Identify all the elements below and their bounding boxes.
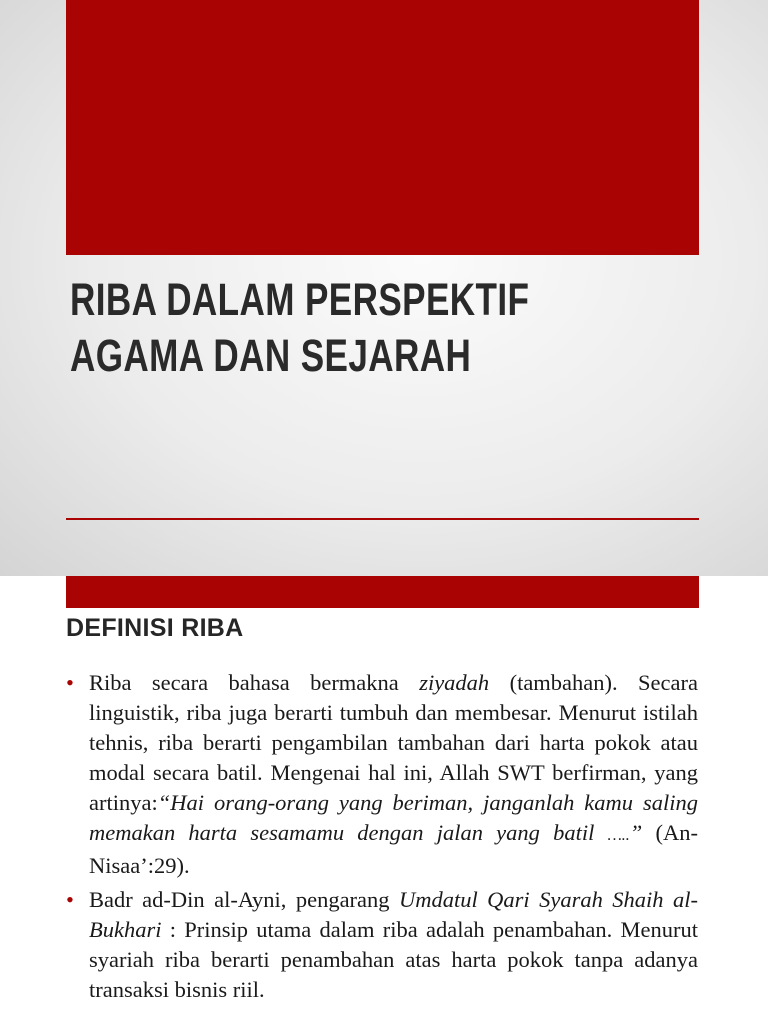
slide-title-line-2: AGAMA DAN SEJARAH — [70, 330, 472, 381]
bullet-2-text-b: : Prinsip utama dalam riba adalah penambahan. Menurut syariah riba berarti penambahan atas harta pokok tanpa adanya transaksi bisnis riil. — [89, 917, 698, 1002]
bullet-list — [66, 668, 698, 1009]
slide-title — [70, 272, 569, 384]
slide-title-line-1: RIBA DALAM PERSPEKTIF — [70, 274, 530, 325]
bullet-1-quote: “Hai orang-orang yang beriman, janganlah kamu saling memakan harta sesamamu dengan jalan yang batil — [89, 790, 698, 845]
bullet-1-term: ziyadah — [419, 670, 490, 695]
bullet-marker: • — [66, 670, 74, 695]
bullet-2-text-a: Badr ad-Din al-Ayni, pengarang — [89, 887, 399, 912]
section-heading: DEFINISI RIBA — [66, 614, 244, 642]
bullet-1-citation: (An-Nisaa’:29). — [89, 820, 698, 878]
bullet-1-text-b: (tambahan). Secara linguistik, riba juga berarti tumbuh dan membesar. Menurut istilah tehnis, riba berarti pengambilan tambahan dari harta pokok atau modal secara batil. Mengenai hal ini, Allah SWT berfirman, yang artinya: — [89, 670, 698, 815]
bullet-2-book-title: Umdatul Qari Syarah Shaih al-Bukhari — [89, 887, 698, 942]
bullet-1-ellipsis: ….. — [607, 827, 630, 844]
content-slide — [0, 576, 768, 1024]
bullet-marker: • — [66, 887, 74, 912]
bullet-item-2 — [66, 885, 698, 1005]
red-header-block — [66, 0, 699, 255]
bullet-item-1 — [66, 668, 698, 881]
bullet-1-quote-close: ” — [629, 820, 643, 845]
red-header-strip — [66, 576, 699, 608]
title-divider — [66, 518, 699, 520]
bullet-1-text-a: Riba secara bahasa bermakna — [89, 670, 420, 695]
